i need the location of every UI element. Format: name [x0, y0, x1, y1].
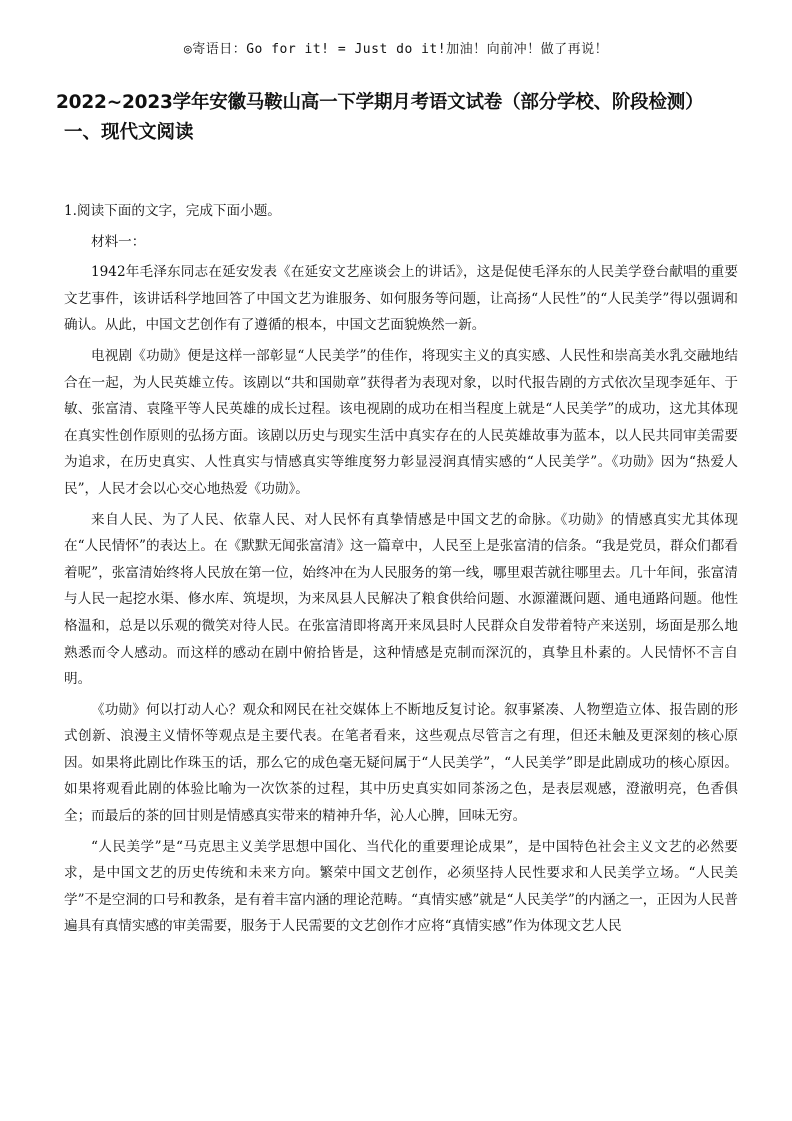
- document-body: [64, 198, 738, 940]
- paragraph-1: 1942年毛泽东同志在延安发表《在延安文艺座谈会上的讲话》，这是促使毛泽东的人民美学登台献唱的重要文艺事件，该讲话科学地回答了中国文艺为谁服务、如何服务等问题，让高扬“人民性”的“人民美学”得以强调和确认。从此，中国文艺创作有了遵循的根本，中国文艺面貌焕然一新。: [64, 264, 738, 334]
- paragraph-5: “人民美学”是“马克思主义美学思想中国化、当代化的重要理论成果”，是中国特色社会主义文艺的必然要求，是中国文艺的历史传统和未来方向。繁荣中国文艺创作，必须坚持人民性要求和人民美学立场。“人民美学”不是空洞的口号和教条，是有着丰富内涵的理论范畴。“真情实感”就是“人民美学”的内涵之一，正因为人民普遍具有真情实感的审美需要，服务于人民需要的文艺创作才应将“真情实感”作为体现文艺人民: [64, 838, 738, 935]
- document-title: 2022~2023学年安徽马鞍山高一下学期月考语文试卷（部分学校、阶段检测）: [56, 92, 704, 113]
- header-motto: ◎寄语日：Go for it! = Just do it!加油！向前冲！做了再说！: [183, 42, 609, 57]
- section-heading: 一、现代文阅读: [64, 122, 194, 143]
- paragraph-3: 来自人民、为了人民、依靠人民、对人民怀有真挚情感是中国文艺的命脉。《功勋》的情感真实尤其体现在“人民情怀”的表达上。在《默默无闻张富清》这一篇章中，人民至上是张富清的信条。“我是党员，群众们都看着呢”，张富清始终将人民放在第一位，始终冲在为人民服务的第一线，哪里艰苦就往哪里去。几十年间，张富清与人民一起挖水渠、修水库、筑堤坝，为来凤县人民解决了粮食供给问题、水源灌溉问题、通电通路问题。他性格温和，总是以乐观的微笑对待人民。在张富清即将离开来凤县时人民群众自发带着特产来送别，场面是那么地熟悉而令人感动。而这样的感动在剧中俯拾皆是，这种情感是克制而深沉的，真挚且朴素的。人民情怀不言自明。: [64, 511, 738, 688]
- paragraph-2: 电视剧《功勋》便是这样一部彰显“人民美学”的佳作，将现实主义的真实感、人民性和崇高美水乳交融地结合在一起，为人民英雄立传。该剧以“共和国勋章”获得者为表现对象，以时代报告剧的方式依次呈现李延年、于敏、张富清、袁隆平等人民英雄的成长过程。该电视剧的成功在相当程度上就是“人民美学”的成功，这尤其体现在真实性创作原则的弘扬方面。该剧以历史与现实生活中真实存在的人民英雄故事为蓝本，以人民共同审美需要为追求，在历史真实、人性真实与情感真实等维度努力彰显浸润真情实感的“人民美学”。《功勋》因为“热爱人民”，人民才会以心交心地热爱《功勋》。: [64, 347, 738, 497]
- material-label: 材料一：: [91, 233, 146, 250]
- question-intro: 1.阅读下面的文字，完成下面小题。: [64, 203, 281, 219]
- paragraph-4: 《功勋》何以打动人心？观众和网民在社交媒体上不断地反复讨论。叙事紧凑、人物塑造立体、报告剧的形式创新、浪漫主义情怀等观点是主要代表。在笔者看来，这些观点尽管言之有理，但还未触及更深刻的核心原因。如果将此剧比作珠玉的话，那么它的成色毫无疑问属于“人民美学”，“人民美学”即是此剧成功的核心原因。如果将观看此剧的体验比喻为一次饮茶的过程，其中历史真实如同茶汤之色，是表层观感，澄澈明亮，色香俱全；而最后的茶的回甘则是情感真实带来的精神升华，沁人心脾，回味无穷。: [64, 701, 738, 825]
